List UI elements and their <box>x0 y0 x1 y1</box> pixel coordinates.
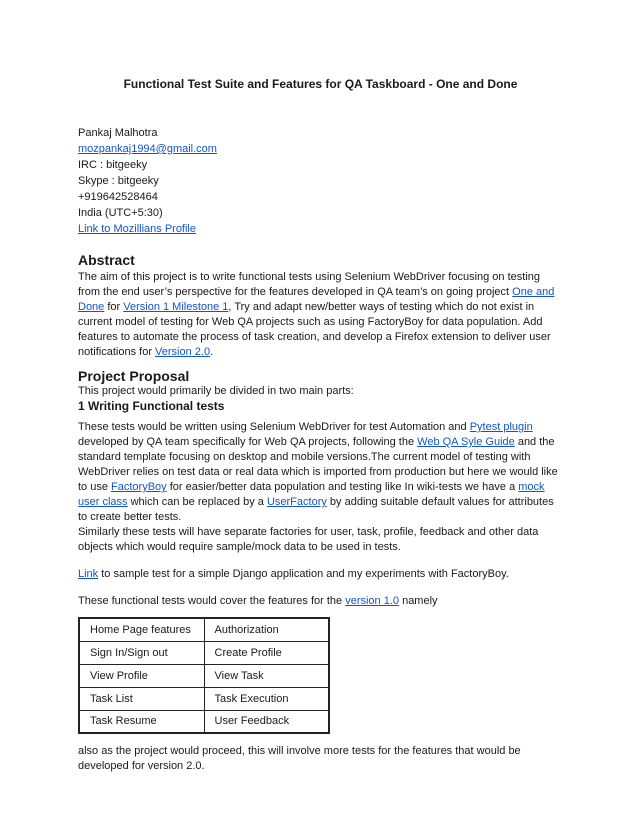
abstract-text-2: for <box>104 301 124 313</box>
table-cell: Home Page features <box>79 618 204 641</box>
page-title: Functional Test Suite and Features for QA Taskboard - One and Done <box>123 77 518 91</box>
link-web-qa-style-guide[interactable]: Web QA Syle Guide <box>417 436 515 448</box>
sample-test-text: to sample test for a simple Django application and my experiments with FactoryBoy. <box>98 568 509 580</box>
section1-text-4: for easier/better data population and testing like In wiki-tests we have a <box>166 481 519 493</box>
section1-text-6: by adding suitable default values for attributes to create better tests. <box>78 496 554 523</box>
version-paragraph <box>78 594 563 609</box>
link-version-1-0[interactable]: version 1.0 <box>345 595 400 607</box>
features-table <box>78 617 330 734</box>
proposal-intro: This project would primarily be divided in two main parts: <box>78 385 354 397</box>
section-1-heading: 1 Writing Functional tests <box>78 399 225 413</box>
section1-text-3: and the standard template focusing on desktop and mobile versions.The current model of testing with WebDriver relies on test data or real data which is imported from production but here we would like to use <box>78 436 558 493</box>
table-row <box>79 618 329 641</box>
contact-phone: +919642528464 <box>78 191 158 203</box>
abstract-text-1: The aim of this project is to write functional tests using Selenium WebDriver focusing on testing from the end user’s perspective for the features developed in QA team’s on going project <box>78 271 541 298</box>
sample-test-paragraph <box>78 567 563 582</box>
section1-text-5: which can be replaced by a <box>127 496 267 508</box>
table-cell: View Profile <box>79 664 204 687</box>
contact-location: India (UTC+5:30) <box>78 207 163 219</box>
contact-skype: Skype : bitgeeky <box>78 175 159 187</box>
table-cell: Authorization <box>204 618 329 641</box>
link-pytest-plugin[interactable]: Pytest plugin <box>469 421 533 433</box>
contact-irc: IRC : bitgeeky <box>78 159 148 171</box>
table-cell: Sign In/Sign out <box>79 641 204 664</box>
version-text-2: namely <box>399 595 438 607</box>
table-cell: Task List <box>79 687 204 710</box>
table-row <box>79 710 329 733</box>
abstract-text-4: . <box>210 346 214 358</box>
mozillians-profile-link[interactable]: Link to Mozillians Profile <box>78 223 196 235</box>
link-version-2-0[interactable]: Version 2.0 <box>155 346 211 358</box>
table-row <box>79 687 329 710</box>
link-one-and-done[interactable]: One and Done <box>78 286 555 313</box>
contact-name: Pankaj Malhotra <box>78 127 158 139</box>
table-cell: Task Execution <box>204 687 329 710</box>
table-cell: Create Profile <box>204 641 329 664</box>
link-userfactory[interactable]: UserFactory <box>266 496 327 508</box>
abstract-heading: Abstract <box>78 252 135 268</box>
similarly-paragraph: Similarly these tests will have separate factories for user, task, profile, feedback and other data objects which would require sample/mock data to be used in tests. <box>78 526 539 553</box>
section1-text-1: These tests would be written using Selenium WebDriver for test Automation and <box>78 421 470 433</box>
version-text-1: These functional tests would cover the features for the <box>78 595 346 607</box>
table-row <box>79 641 329 664</box>
table-row <box>79 664 329 687</box>
table-cell: Task Resume <box>79 710 204 733</box>
link-mock-user-class[interactable]: mock user class <box>78 481 545 508</box>
contact-block <box>78 125 563 237</box>
section-1-paragraph <box>78 420 563 525</box>
proposal-heading: Project Proposal <box>78 368 190 384</box>
table-cell: User Feedback <box>204 710 329 733</box>
table-cell: View Task <box>204 664 329 687</box>
link-version-1-milestone-1[interactable]: Version 1 Milestone 1 <box>123 301 229 313</box>
section1-text-2: developed by QA team specifically for Web QA projects, following the <box>78 436 418 448</box>
closing-paragraph: also as the project would proceed, this will involve more tests for the features that would be developed for version 2.0. <box>78 745 521 772</box>
sample-test-link[interactable]: Link <box>78 568 99 580</box>
link-factoryboy[interactable]: FactoryBoy <box>111 481 167 493</box>
abstract-text-3: , Try and adapt new/better ways of testing which do not exist in current model of testing for Web QA projects such as using FactoryBoy for data population. Add features to automate the process of task creation, and develop a Firefox extension to deliver user notifications for <box>78 301 551 358</box>
abstract-paragraph <box>78 270 563 360</box>
contact-email-link[interactable]: mozpankaj1994@gmail.com <box>78 143 217 155</box>
